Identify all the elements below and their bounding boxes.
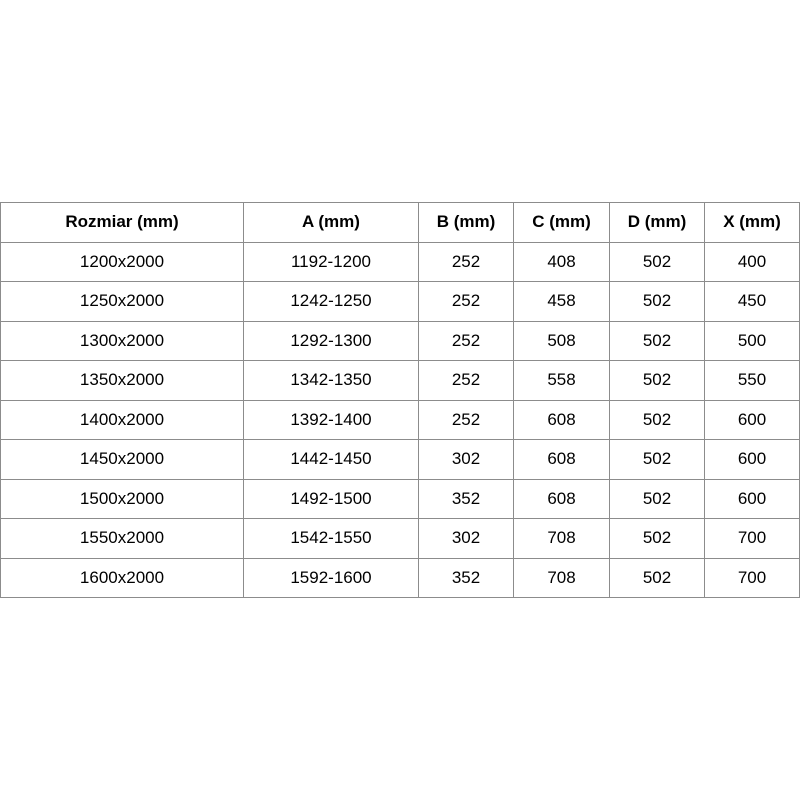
cell-a: 1192-1200	[244, 242, 419, 282]
table-header	[1, 203, 800, 243]
cell-x: 450	[705, 282, 800, 322]
table-body	[1, 242, 800, 598]
table-row	[1, 321, 800, 361]
cell-c: 458	[514, 282, 610, 322]
cell-b: 302	[419, 440, 514, 480]
cell-b: 252	[419, 361, 514, 401]
cell-b: 252	[419, 282, 514, 322]
cell-b: 352	[419, 558, 514, 598]
table-row	[1, 400, 800, 440]
table-row	[1, 440, 800, 480]
cell-rozmiar: 1550x2000	[1, 519, 244, 559]
cell-d: 502	[610, 242, 705, 282]
cell-a: 1442-1450	[244, 440, 419, 480]
cell-x: 400	[705, 242, 800, 282]
table-row	[1, 479, 800, 519]
cell-b: 252	[419, 400, 514, 440]
cell-a: 1542-1550	[244, 519, 419, 559]
table-row	[1, 242, 800, 282]
cell-d: 502	[610, 282, 705, 322]
cell-d: 502	[610, 400, 705, 440]
header-x: X (mm)	[705, 203, 800, 243]
cell-rozmiar: 1200x2000	[1, 242, 244, 282]
header-row	[1, 203, 800, 243]
cell-d: 502	[610, 361, 705, 401]
cell-rozmiar: 1350x2000	[1, 361, 244, 401]
cell-a: 1492-1500	[244, 479, 419, 519]
table-row	[1, 361, 800, 401]
cell-d: 502	[610, 558, 705, 598]
cell-a: 1292-1300	[244, 321, 419, 361]
cell-rozmiar: 1250x2000	[1, 282, 244, 322]
cell-c: 608	[514, 440, 610, 480]
cell-c: 708	[514, 519, 610, 559]
cell-x: 500	[705, 321, 800, 361]
cell-x: 550	[705, 361, 800, 401]
cell-rozmiar: 1300x2000	[1, 321, 244, 361]
cell-d: 502	[610, 440, 705, 480]
header-rozmiar: Rozmiar (mm)	[1, 203, 244, 243]
cell-a: 1392-1400	[244, 400, 419, 440]
cell-x: 600	[705, 400, 800, 440]
table-row	[1, 282, 800, 322]
header-b: B (mm)	[419, 203, 514, 243]
table-row	[1, 519, 800, 559]
cell-d: 502	[610, 479, 705, 519]
cell-x: 700	[705, 558, 800, 598]
cell-x: 700	[705, 519, 800, 559]
cell-a: 1242-1250	[244, 282, 419, 322]
cell-rozmiar: 1400x2000	[1, 400, 244, 440]
cell-a: 1342-1350	[244, 361, 419, 401]
cell-rozmiar: 1450x2000	[1, 440, 244, 480]
cell-b: 302	[419, 519, 514, 559]
cell-c: 608	[514, 400, 610, 440]
header-d: D (mm)	[610, 203, 705, 243]
cell-b: 252	[419, 321, 514, 361]
cell-rozmiar: 1500x2000	[1, 479, 244, 519]
cell-c: 508	[514, 321, 610, 361]
cell-b: 352	[419, 479, 514, 519]
cell-x: 600	[705, 440, 800, 480]
cell-c: 408	[514, 242, 610, 282]
cell-c: 608	[514, 479, 610, 519]
cell-d: 502	[610, 519, 705, 559]
header-c: C (mm)	[514, 203, 610, 243]
cell-x: 600	[705, 479, 800, 519]
cell-d: 502	[610, 321, 705, 361]
cell-c: 558	[514, 361, 610, 401]
dimensions-table	[0, 202, 800, 598]
cell-rozmiar: 1600x2000	[1, 558, 244, 598]
table-row	[1, 558, 800, 598]
cell-c: 708	[514, 558, 610, 598]
cell-a: 1592-1600	[244, 558, 419, 598]
header-a: A (mm)	[244, 203, 419, 243]
cell-b: 252	[419, 242, 514, 282]
